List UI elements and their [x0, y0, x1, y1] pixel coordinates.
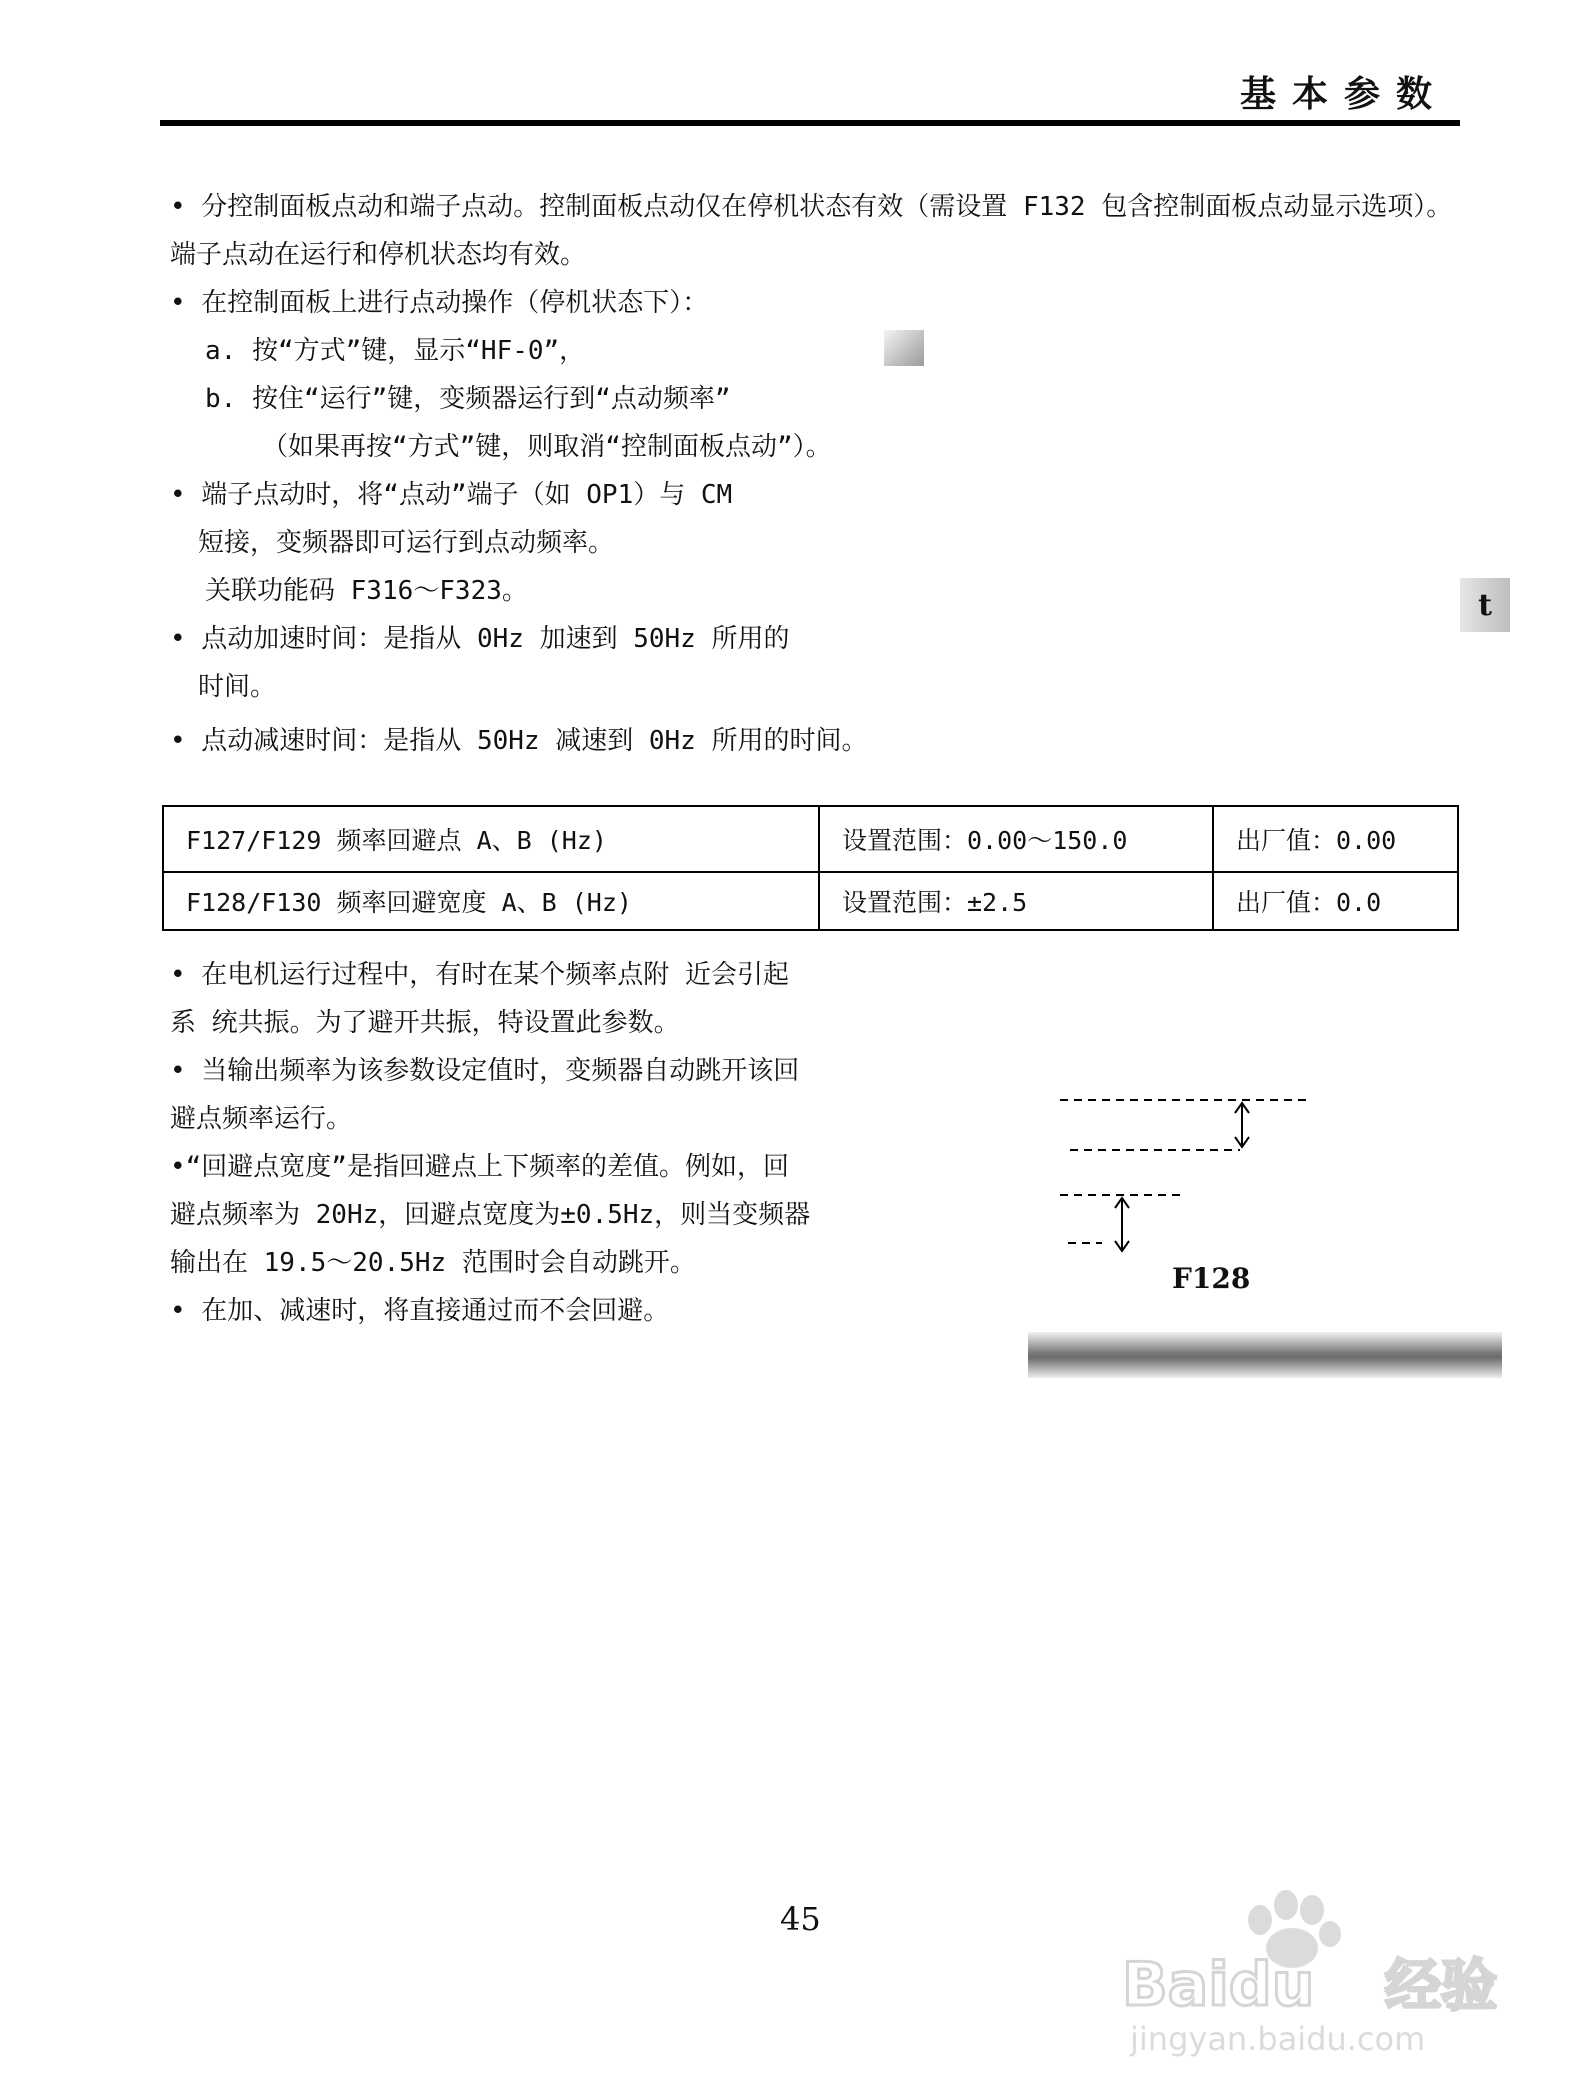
skip-line-7: 输出在 19.5～20.5Hz 范围时会自动跳开。 [170, 1248, 696, 1278]
baidu-jingyan-watermark [1110, 1880, 1510, 2060]
table-row [163, 806, 1458, 872]
gray-gradient-square [884, 330, 924, 366]
jog-line-decel: • 点动减速时间：是指从 50Hz 减速到 0Hz 所用的时间。 [170, 726, 868, 756]
table-row [163, 872, 1458, 930]
skip-line-4: 避点频率运行。 [170, 1104, 353, 1134]
svg-text:jingyan.baidu.com: jingyan.baidu.com [1130, 2020, 1426, 2058]
gray-gradient-bar [1028, 1332, 1502, 1378]
jog-line-2: 端子点动在运行和停机状态均有效。 [170, 240, 587, 270]
jog-step-b: b. 按住“运行”键，变频器运行到“点动频率” [205, 384, 731, 414]
param-default-cell: 出厂值：0.00 [1213, 806, 1458, 872]
header-rule [160, 120, 1460, 126]
page-number: 45 [780, 1900, 821, 1938]
jog-line-1: • 分控制面板点动和端子点动。控制面板点动仅在停机状态有效（需设置 F132 包含控制面板点动显示选项）。 [170, 192, 1453, 222]
skip-line-2: 系 统共振。为了避开共振，特设置此参数。 [170, 1008, 680, 1038]
parameter-table [162, 805, 1459, 931]
param-default-cell: 出厂值：0.0 [1213, 872, 1458, 930]
side-tab: t [1460, 578, 1510, 632]
jog-line-3: • 在控制面板上进行点动操作（停机状态下）： [170, 288, 709, 318]
page-header-title: 基本参数 [1239, 74, 1448, 115]
svg-text:经验: 经验 [1385, 1954, 1497, 2019]
double-arrow-icon [1115, 1198, 1129, 1251]
jog-line-accel: • 点动加速时间：是指从 0Hz 加速到 50Hz 所用的 [170, 624, 790, 654]
param-code-cell: F127/F129 频率回避点 A、B (Hz) [163, 806, 819, 872]
skip-frequency-diagram [1050, 1085, 1330, 1265]
svg-text:Baidu: Baidu [1122, 1950, 1315, 2020]
skip-line-8: • 在加、减速时，将直接通过而不会回避。 [170, 1296, 670, 1326]
jog-step-b-note: （如果再按“方式”键，则取消“控制面板点动”）。 [262, 432, 832, 462]
param-range-cell: 设置范围：±2.5 [819, 872, 1213, 930]
skip-line-6: 避点频率为 20Hz，回避点宽度为±0.5Hz，则当变频器 [170, 1200, 811, 1230]
skip-line-1: • 在电机运行过程中，有时在某个频率点附 近会引起 [170, 960, 789, 990]
jog-line-accel-2: 时间。 [198, 672, 277, 702]
jog-line-related: 关联功能码 F316～F323。 [205, 576, 528, 606]
param-code-cell: F128/F130 频率回避宽度 A、B (Hz) [163, 872, 819, 930]
skip-line-3: • 当输出频率为该参数设定值时，变频器自动跳开该回 [170, 1056, 800, 1086]
jog-line-terminal: • 端子点动时，将“点动”端子（如 OP1）与 CM [170, 480, 733, 510]
skip-line-5: •“回避点宽度”是指回避点上下频率的差值。例如，回 [170, 1152, 789, 1182]
jog-step-a: a. 按“方式”键，显示“HF-0”， [205, 336, 586, 366]
param-range-cell: 设置范围：0.00～150.0 [819, 806, 1213, 872]
jog-line-terminal-2: 短接，变频器即可运行到点动频率。 [198, 528, 615, 558]
figure-label: F128 [1172, 1262, 1251, 1295]
double-arrow-icon [1235, 1103, 1249, 1147]
